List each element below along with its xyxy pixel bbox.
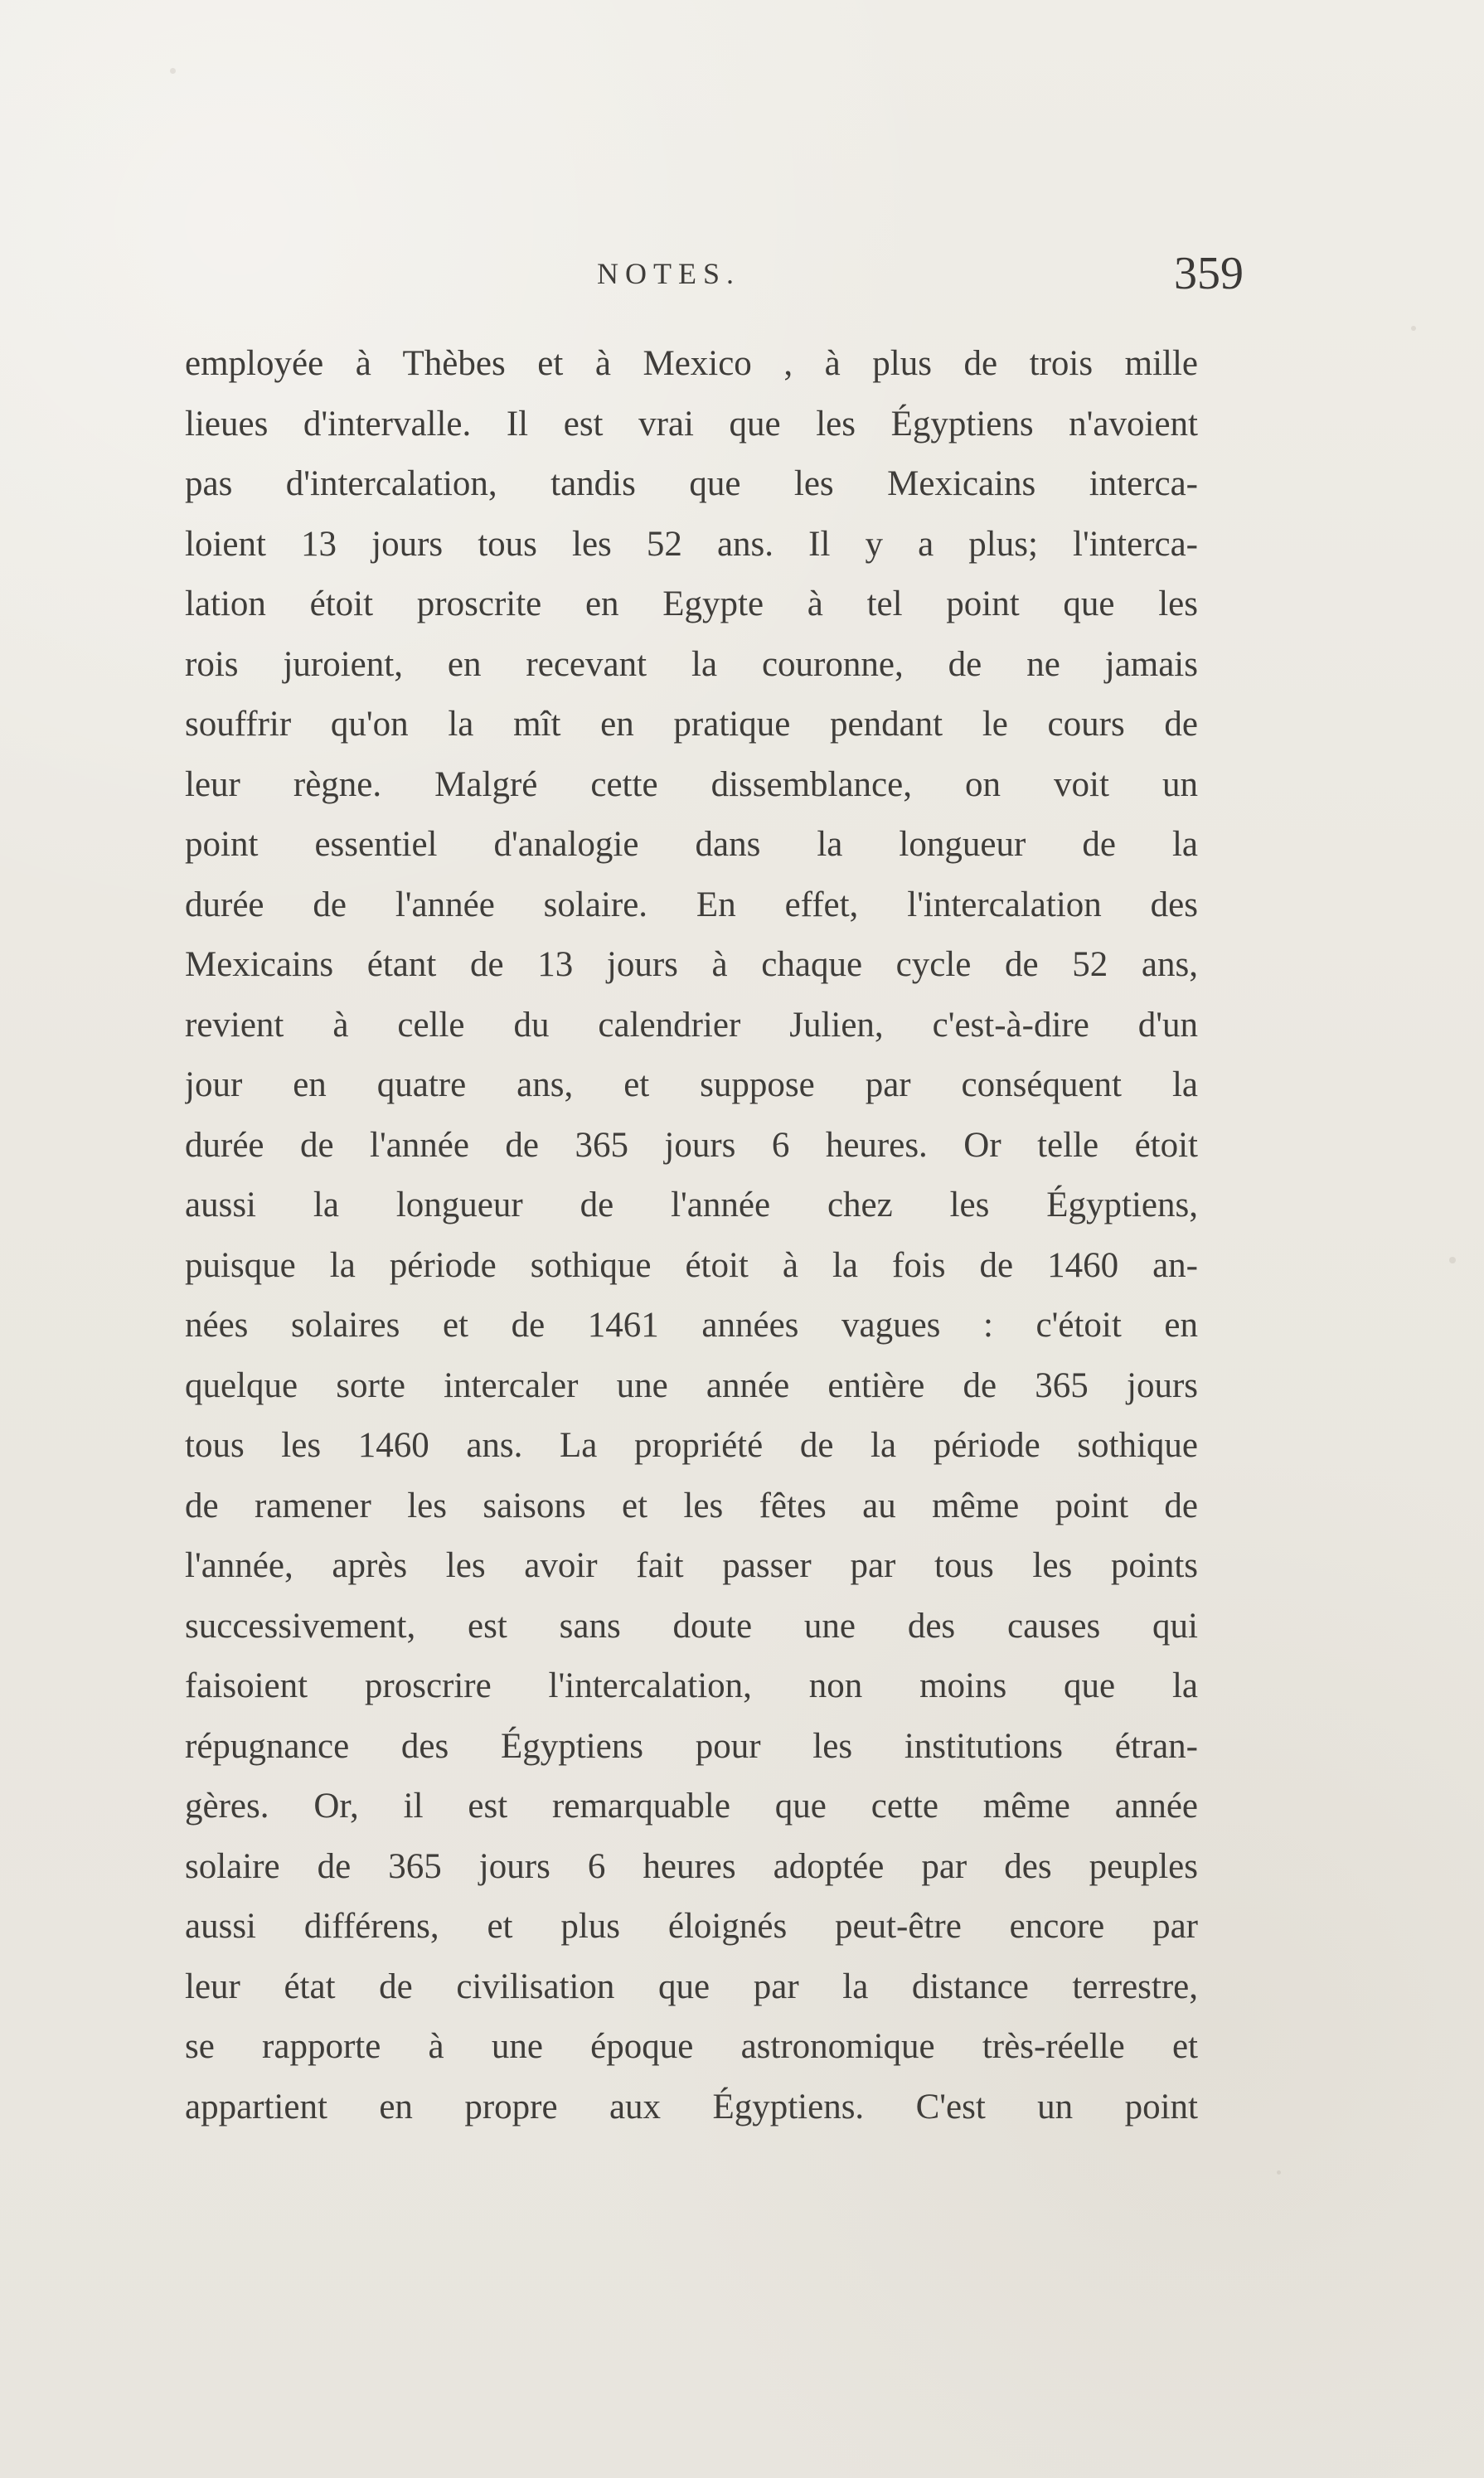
text-line: se rapporte à une époque astronomique très-réelle et bbox=[185, 2027, 1198, 2066]
paper-speck bbox=[1449, 1257, 1456, 1263]
text-line: appartient en propre aux Égyptiens. C'est un point bbox=[185, 2087, 1198, 2126]
text-line: l'année, après les avoir fait passer par tous les points bbox=[185, 1546, 1198, 1585]
text-line: rois juroient, en recevant la couronne, de ne jamais bbox=[185, 644, 1198, 684]
text-line: loient 13 jours tous les 52 ans. Il y a plus; l'interca- bbox=[185, 524, 1198, 564]
text-line: aussi différens, et plus éloignés peut-être encore par bbox=[185, 1907, 1198, 1946]
text-line: point essentiel d'analogie dans la longueur de la bbox=[185, 825, 1198, 864]
text-line: puisque la période sothique étoit à la fois de 1460 an- bbox=[185, 1245, 1198, 1285]
text-line: successivement, est sans doute une des causes qui bbox=[185, 1606, 1198, 1646]
text-line: Mexicains étant de 13 jours à chaque cycle de 52 ans, bbox=[185, 945, 1198, 984]
text-line: durée de l'année solaire. En effet, l'intercalation des bbox=[185, 885, 1198, 924]
body-text bbox=[185, 334, 1198, 2137]
text-line: répugnance des Égyptiens pour les institutions étran- bbox=[185, 1726, 1198, 1766]
text-line: employée à Thèbes et à Mexico , à plus de trois mille bbox=[185, 344, 1198, 383]
text-line: aussi la longueur de l'année chez les Égyptiens, bbox=[185, 1186, 1198, 1224]
text-line: gères. Or, il est remarquable que cette même année bbox=[185, 1787, 1198, 1826]
paper-speck bbox=[170, 68, 176, 74]
running-head: NOTES. bbox=[597, 257, 740, 290]
text-line: revient à celle du calendrier Julien, c'est-à-dire d'un bbox=[185, 1005, 1198, 1045]
text-line: de ramener les saisons et les fêtes au même point de bbox=[185, 1486, 1198, 1525]
text-line: jour en quatre ans, et suppose par conséquent la bbox=[185, 1065, 1198, 1104]
page-header bbox=[597, 250, 1244, 315]
text-line: souffrir qu'on la mît en pratique pendant le cours de bbox=[185, 705, 1198, 744]
paper-speck bbox=[1411, 326, 1416, 331]
text-line: leur règne. Malgré cette dissemblance, on voit un bbox=[185, 764, 1198, 804]
text-line: pas d'intercalation, tandis que les Mexicains interca- bbox=[185, 464, 1198, 503]
text-line: tous les 1460 ans. La propriété de la période sothique bbox=[185, 1426, 1198, 1465]
text-line: lation étoit proscrite en Egypte à tel point que les bbox=[185, 584, 1198, 623]
page-number: 359 bbox=[1174, 248, 1244, 299]
paper-speck bbox=[1277, 2170, 1281, 2175]
text-line: leur état de civilisation que par la distance terrestre, bbox=[185, 1966, 1198, 2006]
text-line: faisoient proscrire l'intercalation, non moins que la bbox=[185, 1666, 1198, 1705]
text-line: nées solaires et de 1461 années vagues : c'étoit en bbox=[185, 1306, 1198, 1345]
text-line: quelque sorte intercaler une année entière de 365 jours bbox=[185, 1365, 1198, 1405]
text-line: solaire de 365 jours 6 heures adoptée par des peuples bbox=[185, 1846, 1198, 1886]
text-line: lieues d'intervalle. Il est vrai que les Égyptiens n'avoient bbox=[185, 404, 1198, 444]
text-line: durée de l'année de 365 jours 6 heures. Or telle étoit bbox=[185, 1125, 1198, 1165]
